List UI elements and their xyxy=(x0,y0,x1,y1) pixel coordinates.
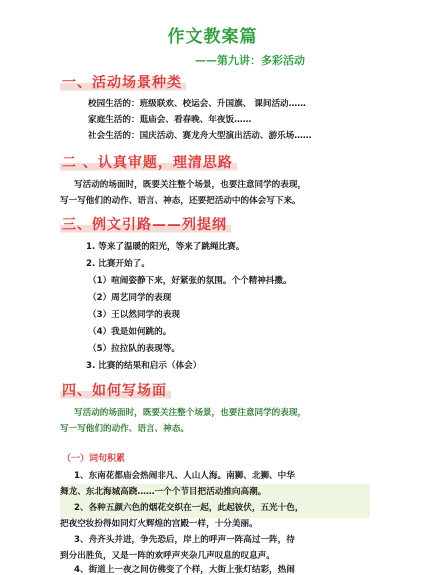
outline-line: （4）我是如何跳的。 xyxy=(88,327,172,337)
example-line: 把夜空妆扮得如同灯火辉煌的宫殿一样，十分美丽。 xyxy=(60,519,258,529)
outline-line: （5）拉拉队的表现等。 xyxy=(88,344,180,354)
page-title: 作文教案篇 xyxy=(167,27,258,47)
outline-line: （2）周艺同学的表现 xyxy=(88,293,172,303)
section-heading-1: 一、活动场景种类 xyxy=(60,72,186,92)
text-line: 家庭生活的：逛庙会、看春晚、年夜饭…… xyxy=(88,115,252,125)
section-heading-4: 四、如何写场面 xyxy=(60,380,171,400)
text-line: 写一写他们的动作、语言、神态，还要把活动中的体会写下来。 xyxy=(60,196,301,206)
outline-line: 3. 比赛的结果和启示（体会） xyxy=(86,361,202,371)
outline-line: （1）喧闹姿静下来，好紧张的氛围。个个精神抖擞。 xyxy=(88,276,292,286)
text-line: 校园生活的：班级联欢、校运会、升国旗、 课间活动…… xyxy=(88,99,306,109)
text-line: 写活动的场面时，既要关注整个场景，也要注意同学的表现， xyxy=(74,408,307,418)
outline-line: 1. 等来了温暖的阳光，等来了跳绳比赛。 xyxy=(86,242,245,252)
text-line: 社会生活的：国庆活动、赛龙舟大型演出活动、游乐场…… xyxy=(88,131,312,141)
example-line: 1、东南花都庙会热闹非凡、人山人海。南狮、北狮、中华 xyxy=(74,471,295,481)
outline-line: 2. 比赛开始了。 xyxy=(86,259,150,269)
subheading: （一）词句积累 xyxy=(62,454,126,464)
example-line: 舞龙、东北海城高跷……一个个节目把活动推向高潮。 xyxy=(60,487,267,497)
example-line: 4、街道上一夜之间仿佛变了个样，大街上张灯结彩，热闹 xyxy=(74,565,295,575)
section-heading-3: 三、例文引路——列提纲 xyxy=(60,214,231,234)
example-line: 2、各种五颜六色的烟花交织在一起，此起彼伏，五光十色， xyxy=(74,503,304,513)
text-line: 写一写他们的动作、语言、神态。 xyxy=(60,424,189,434)
outline-line: （3）王以然同学的表现 xyxy=(88,310,180,320)
section-heading-2: 二 、认真审题，理清思路 xyxy=(60,152,237,172)
example-line: 3、舟齐头并进，争先恐后，岸上的呼声一阵高过一阵，待 xyxy=(74,535,295,545)
example-line: 到分出胜负，又是一阵的欢呼声夹杂几声叹息的叹息声。 xyxy=(60,551,275,561)
text-line: 写活动的场面时，既要关注整个场景，也要注意同学的表现， xyxy=(74,180,307,190)
page-subtitle: ——第九讲：多彩活动 xyxy=(195,54,305,67)
